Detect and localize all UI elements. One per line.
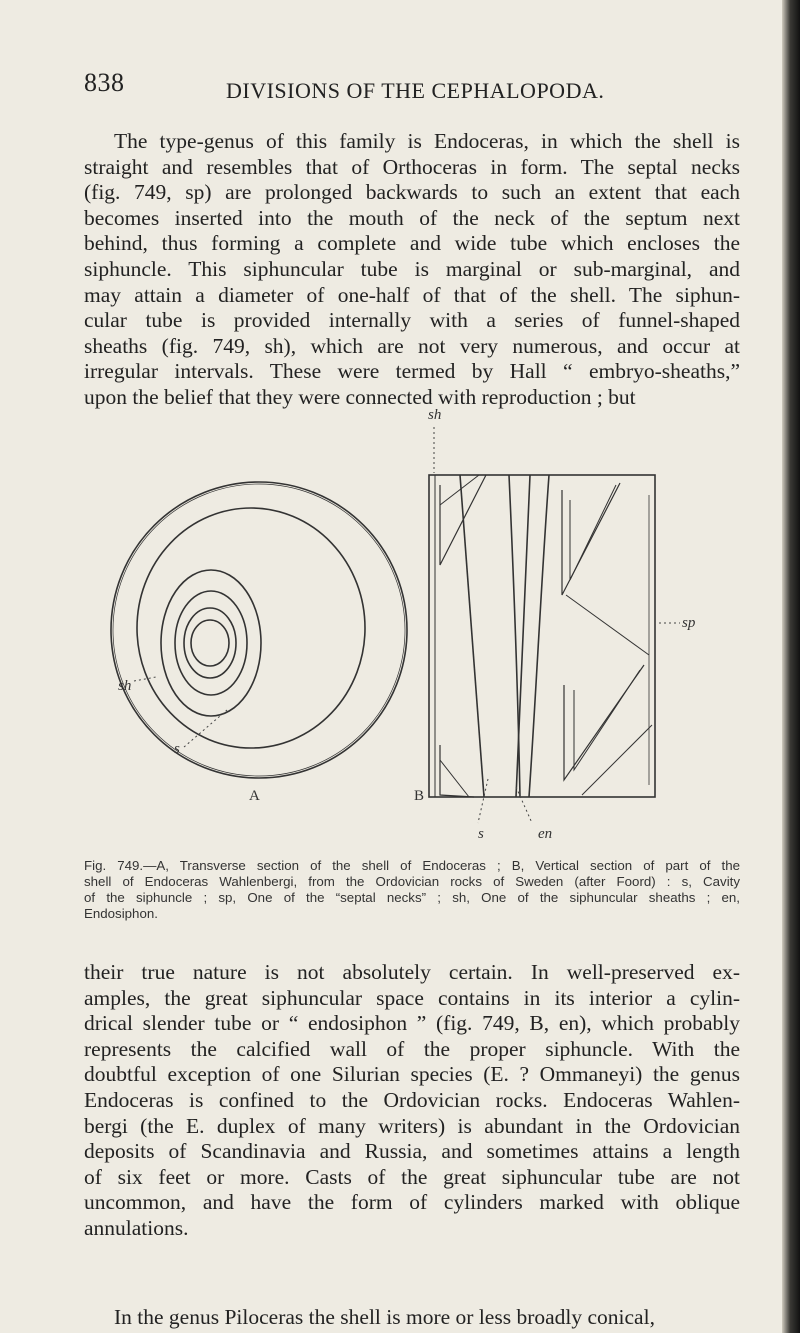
text-line: sheaths (fig. 749, sh), which are not very numerous, and occur at [84, 333, 740, 358]
label-sp: sp [682, 615, 696, 631]
text-line: amples, the great siphuncular space contains in its interior a cylin- [84, 985, 740, 1010]
running-title: DIVISIONS OF THE CEPHALOPODA. [226, 78, 605, 103]
paragraph-1 [84, 129, 740, 411]
text-line: siphuncle. This siphuncular tube is marginal or sub-marginal, and [84, 256, 740, 281]
text-line: may attain a diameter of one-half of that of the shell. The siphun- [84, 282, 740, 307]
label-A: A [249, 788, 260, 804]
paragraph-3: In the genus Piloceras the shell is more or less broadly conical, [114, 1305, 655, 1329]
caption-line: Endosiphon. [84, 906, 158, 921]
figure-749 [84, 405, 740, 855]
label-s-left: s [174, 741, 180, 757]
text-line: represents the calcified wall of the proper siphuncle. With the [84, 1036, 740, 1061]
text-line: becomes inserted into the mouth of the neck of the septum next [84, 205, 740, 230]
text-line: cular tube is provided internally with a series of funnel-shaped [84, 308, 740, 333]
vertical-section-B [429, 475, 655, 797]
text-line: Endoceras is confined to the Ordovician rocks. Endoceras Wahlen- [84, 1087, 740, 1112]
label-sh-top: sh [428, 407, 442, 423]
text-line: drical slender tube or “ endosiphon ” (fig. 749, B, en), which probably [84, 1011, 740, 1036]
transverse-section-A [111, 482, 407, 778]
text-line: straight and resembles that of Orthoceras in form. The septal necks [84, 154, 740, 179]
text-line: of six feet or more. Casts of the great siphuncular tube are not [84, 1164, 740, 1189]
text-line: irregular intervals. These were termed by Hall “ embryo-sheaths,” [84, 359, 740, 384]
caption-line: Fig. 749.—A, Transverse section of the shell of Endoceras ; B, Vertical section of part of the [84, 858, 740, 873]
page-number: 838 [84, 68, 125, 97]
label-en: en [538, 826, 553, 842]
caption-line: of the siphuncle ; sp, One of the “septal necks” ; sh, One of the siphuncular sheaths ; en, [84, 890, 740, 905]
text-line: their true nature is not absolutely certain. In well-preserved ex- [84, 960, 740, 984]
page-edge-shadow [782, 0, 800, 1333]
caption-line: shell of Endoceras Wahlenbergi, from the Ordovician rocks of Sweden (after Foord) : s, Cavity [84, 874, 740, 889]
text-line: (fig. 749, sp) are prolonged backwards to such an extent that each [84, 180, 740, 205]
figure-caption [84, 858, 740, 922]
text-line: doubtful exception of one Silurian species (E. ? Ommaneyi) the genus [84, 1062, 740, 1087]
label-B: B [414, 788, 425, 804]
label-sh-left: sh [118, 678, 132, 694]
text-line: annulations. [84, 1215, 189, 1240]
paragraph-2 [84, 960, 740, 1242]
text-line: behind, thus forming a complete and wide tube which encloses the [84, 231, 740, 256]
text-line: uncommon, and have the form of cylinders marked with oblique [84, 1190, 740, 1215]
leader-lines-A [134, 677, 227, 747]
text-line: The type-genus of this family is Endoceras, in which the shell is [114, 129, 740, 153]
label-s-bottom: s [478, 826, 484, 842]
text-line: deposits of Scandinavia and Russia, and sometimes attains a length [84, 1139, 740, 1164]
text-line: bergi (the E. duplex of many writers) is abundant in the Ordovician [84, 1113, 740, 1138]
text-line: upon the belief that they were connected with reproduction ; but [84, 384, 636, 409]
